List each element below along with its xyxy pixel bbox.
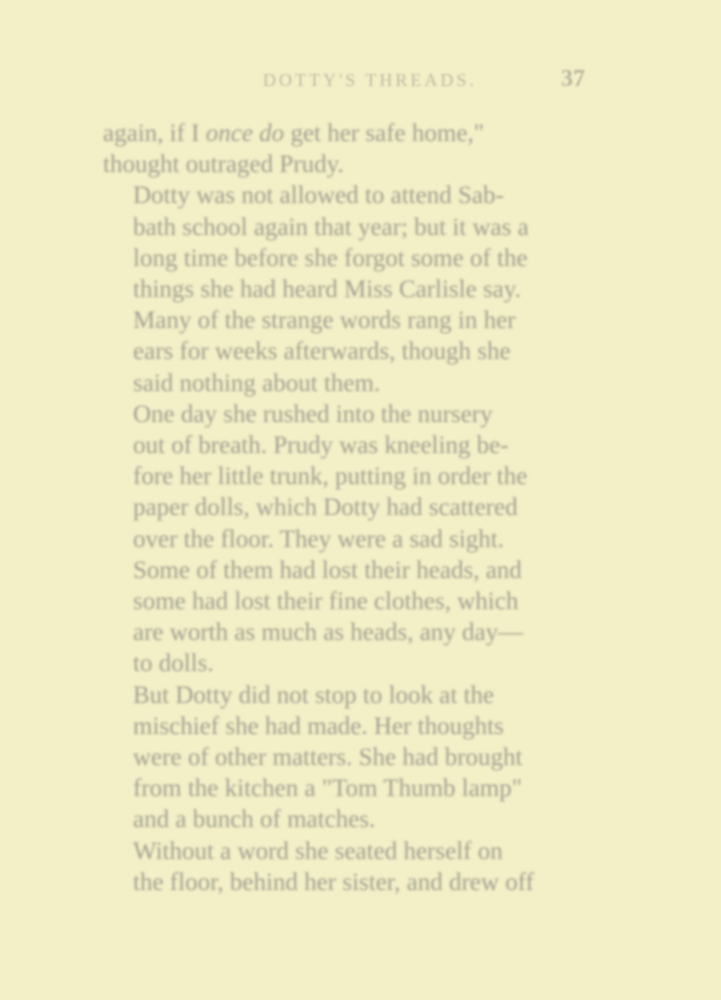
text-line: paper dolls, which Dotty had scattered xyxy=(133,494,518,522)
text-line: out of breath. Prudy was kneeling be- xyxy=(133,432,509,460)
text-line: were of other matters. She had brought xyxy=(133,744,523,772)
running-head xyxy=(103,62,583,98)
text-line: mischief she had made. Her thoughts xyxy=(133,712,504,740)
text-line: the floor, behind her sister, and drew off xyxy=(133,868,534,896)
italic-text: once do xyxy=(205,120,285,147)
text-line: long time before she forgot some of the xyxy=(133,244,528,272)
text-line: are worth as much as heads, any day— xyxy=(133,619,524,647)
paragraph-5 xyxy=(103,836,583,898)
paragraph-4 xyxy=(103,680,583,836)
text-line: Some of them had lost their heads, and xyxy=(133,556,522,584)
text-line xyxy=(103,118,583,149)
text-line: over the floor. They were a sad sight. xyxy=(133,525,504,553)
text-line: some had lost their fine clothes, which xyxy=(133,588,519,616)
text-line: One day she rushed into the nursery xyxy=(133,400,493,428)
text-line: from the kitchen a "Tom Thumb lamp" xyxy=(133,775,522,803)
text-segment: get her safe home," xyxy=(284,120,484,147)
paragraph-2 xyxy=(103,180,583,398)
paragraph-1 xyxy=(103,118,583,180)
text-line: Many of the strange words rang in her xyxy=(133,307,516,335)
text-line: said nothing about them. xyxy=(133,369,381,397)
text-line: to dolls. xyxy=(133,650,214,678)
text-line: fore her little trunk, putting in order the xyxy=(133,463,528,491)
text-line: bath school again that year; but it was a xyxy=(133,213,529,241)
text-line: things she had heard Miss Carlisle say. xyxy=(133,276,521,304)
text-line: thought outraged Prudy. xyxy=(103,151,344,179)
text-segment: again, if I xyxy=(103,120,206,147)
page-text xyxy=(103,118,583,898)
text-line: and a bunch of matches. xyxy=(133,806,376,834)
text-line: But Dotty did not stop to look at the xyxy=(133,681,495,709)
text-line: Dotty was not allowed to attend Sab- xyxy=(133,182,504,210)
page-header-title: DOTTY'S THREADS. xyxy=(263,70,477,90)
page-number: 37 xyxy=(561,66,585,92)
text-line: ears for weeks afterwards, though she xyxy=(133,338,511,366)
text-line: Without a word she seated herself on xyxy=(133,837,503,865)
paragraph-3 xyxy=(103,399,583,680)
